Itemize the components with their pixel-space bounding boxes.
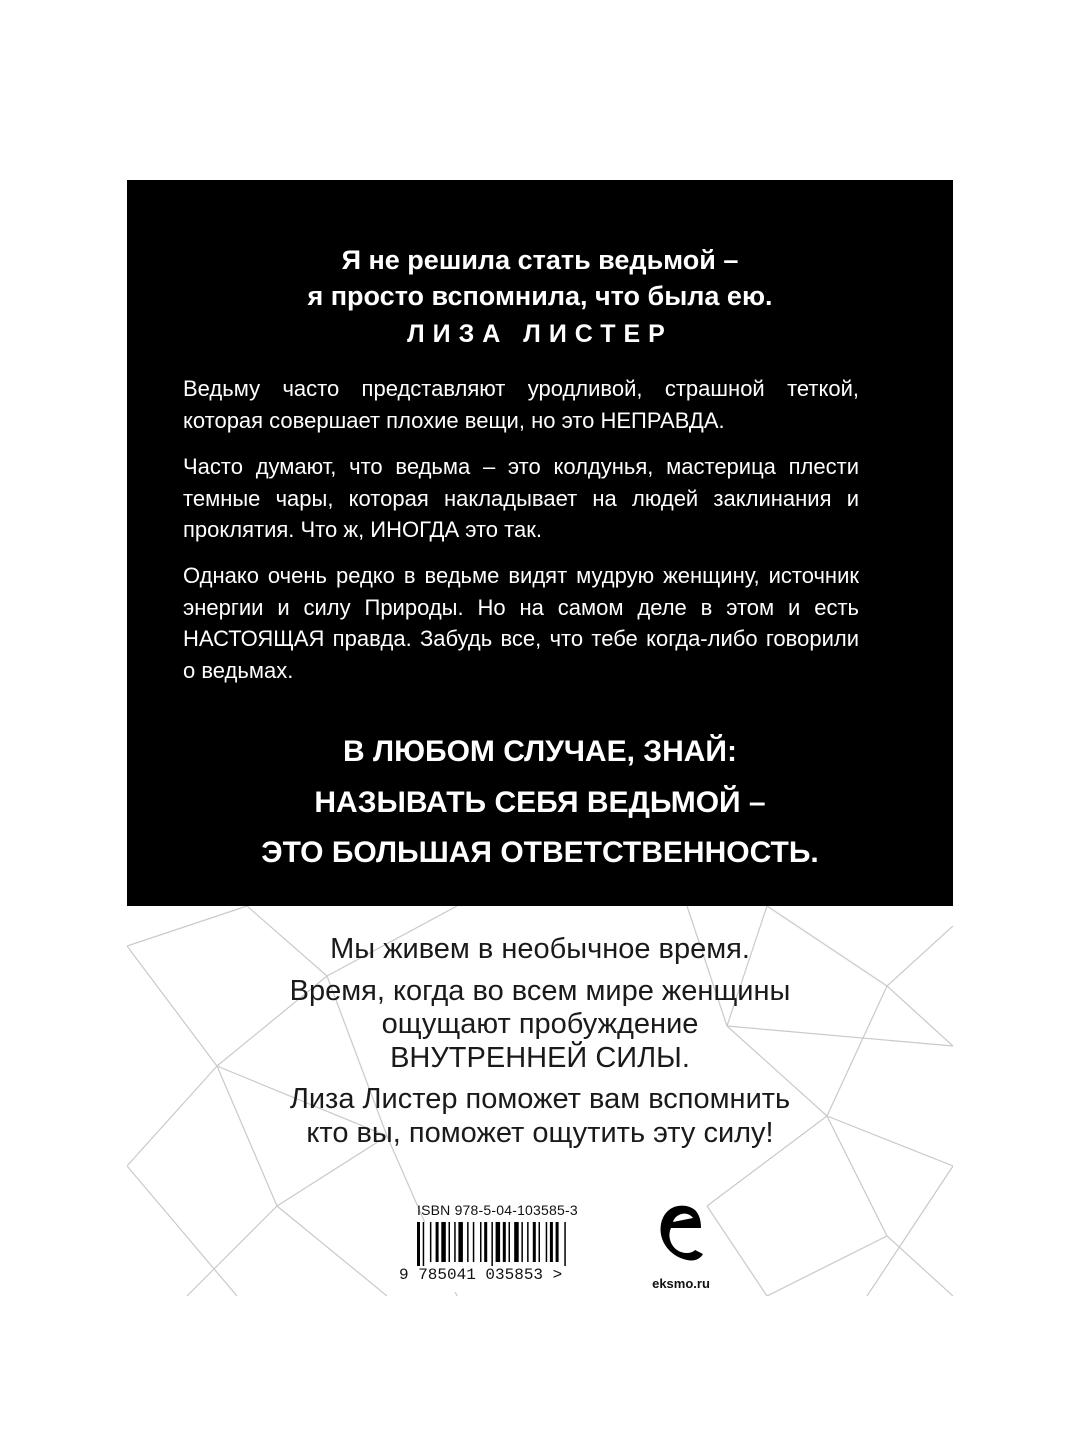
- blurb-line-3: ощущают пробуждение: [381, 1008, 699, 1040]
- barcode-bar: [514, 1222, 519, 1262]
- epigraph-line-2: я просто вспомнила, что была ею.: [307, 281, 773, 311]
- barcode-bar: [430, 1222, 432, 1262]
- barcode-bar: [449, 1222, 451, 1262]
- blurb-line-5: Лиза Листер поможет вам вспомнить: [289, 1083, 791, 1115]
- barcode-bar: [503, 1222, 506, 1262]
- paragraph-2: Часто думают, что ведьма – это колдунья, мастерица плести темные чары, которая накладывает на людей заклинания и проклятия. Что ж, ИНОГДА это так.: [183, 454, 859, 542]
- barcode-bar: [564, 1222, 566, 1266]
- dark-text-panel: [127, 180, 953, 906]
- publisher-website: eksmo.ru: [652, 1276, 710, 1291]
- callout-line-1: В ЛЮБОМ СЛУЧАЕ, ЗНАЙ:: [343, 735, 737, 768]
- pattern-line: [887, 1236, 953, 1296]
- barcode-bar: [527, 1222, 529, 1262]
- barcode-bar: [509, 1222, 511, 1262]
- barcode: [397, 1222, 612, 1292]
- pattern-line: [187, 1206, 277, 1296]
- book-back-cover: [127, 180, 953, 1296]
- barcode-bar: [496, 1222, 501, 1262]
- barcode-bar: [454, 1222, 456, 1262]
- barcode-bars: [417, 1222, 607, 1266]
- barcode-bar: [539, 1222, 541, 1262]
- pattern-line: [867, 1166, 953, 1296]
- callout-line-2: НАЗЫВАТЬ СЕБЯ ВЕДЬМОЙ –: [314, 786, 766, 819]
- light-pattern-panel: [127, 906, 953, 1296]
- blurb-line-4: ВНУТРЕННЕЙ СИЛЫ.: [390, 1042, 690, 1074]
- barcode-bar: [491, 1222, 493, 1266]
- epigraph-author: ЛИЗА ЛИСТЕР: [407, 320, 673, 348]
- paragraph-1: Ведьму часто представляют уродливой, страшной теткой, которая совершает плохие вещи, но это НЕПРАВДА.: [183, 376, 859, 433]
- barcode-bar: [533, 1222, 536, 1262]
- barcode-bar: [556, 1222, 559, 1262]
- barcode-bar: [417, 1222, 420, 1266]
- paragraph-3: Однако очень редко в ведьме видят мудрую женщину, источник энергии и силу Природы. Но на самом деле в этом и есть НАСТОЯЩАЯ правда. Забудь все, что тебе когда-либо говорили о ведьмах.: [183, 563, 859, 683]
- blurb-line-2: Время, когда во всем мире женщины: [289, 975, 791, 1007]
- barcode-digits: 9 785041 035853 >: [399, 1266, 563, 1284]
- eksmo-logo-icon: [655, 1198, 707, 1268]
- barcode-bar: [467, 1222, 469, 1262]
- blurb-line-1: Мы живем в необычное время.: [330, 933, 750, 965]
- barcode-bar: [436, 1222, 439, 1262]
- barcode-bar: [480, 1222, 482, 1262]
- barcode-bar: [441, 1222, 446, 1262]
- barcode-bar: [484, 1222, 487, 1262]
- barcode-bar: [458, 1222, 463, 1262]
- barcode-bar: [521, 1222, 523, 1262]
- barcode-bar: [550, 1222, 553, 1262]
- barcode-bar: [473, 1222, 475, 1262]
- pattern-line: [277, 1206, 387, 1296]
- barcode-bar: [423, 1222, 425, 1266]
- isbn-number: ISBN 978-5-04-103585-3: [417, 1202, 578, 1218]
- epigraph-line-1: Я не решила стать ведьмой –: [341, 245, 739, 275]
- pattern-line: [767, 1236, 887, 1296]
- callout-line-3: ЭТО БОЛЬШАЯ ОТВЕТСТВЕННОСТЬ.: [261, 836, 819, 869]
- barcode-bar: [546, 1222, 548, 1262]
- pattern-line: [127, 1166, 237, 1296]
- blurb-line-6: кто вы, поможет ощутить эту силу!: [306, 1117, 774, 1149]
